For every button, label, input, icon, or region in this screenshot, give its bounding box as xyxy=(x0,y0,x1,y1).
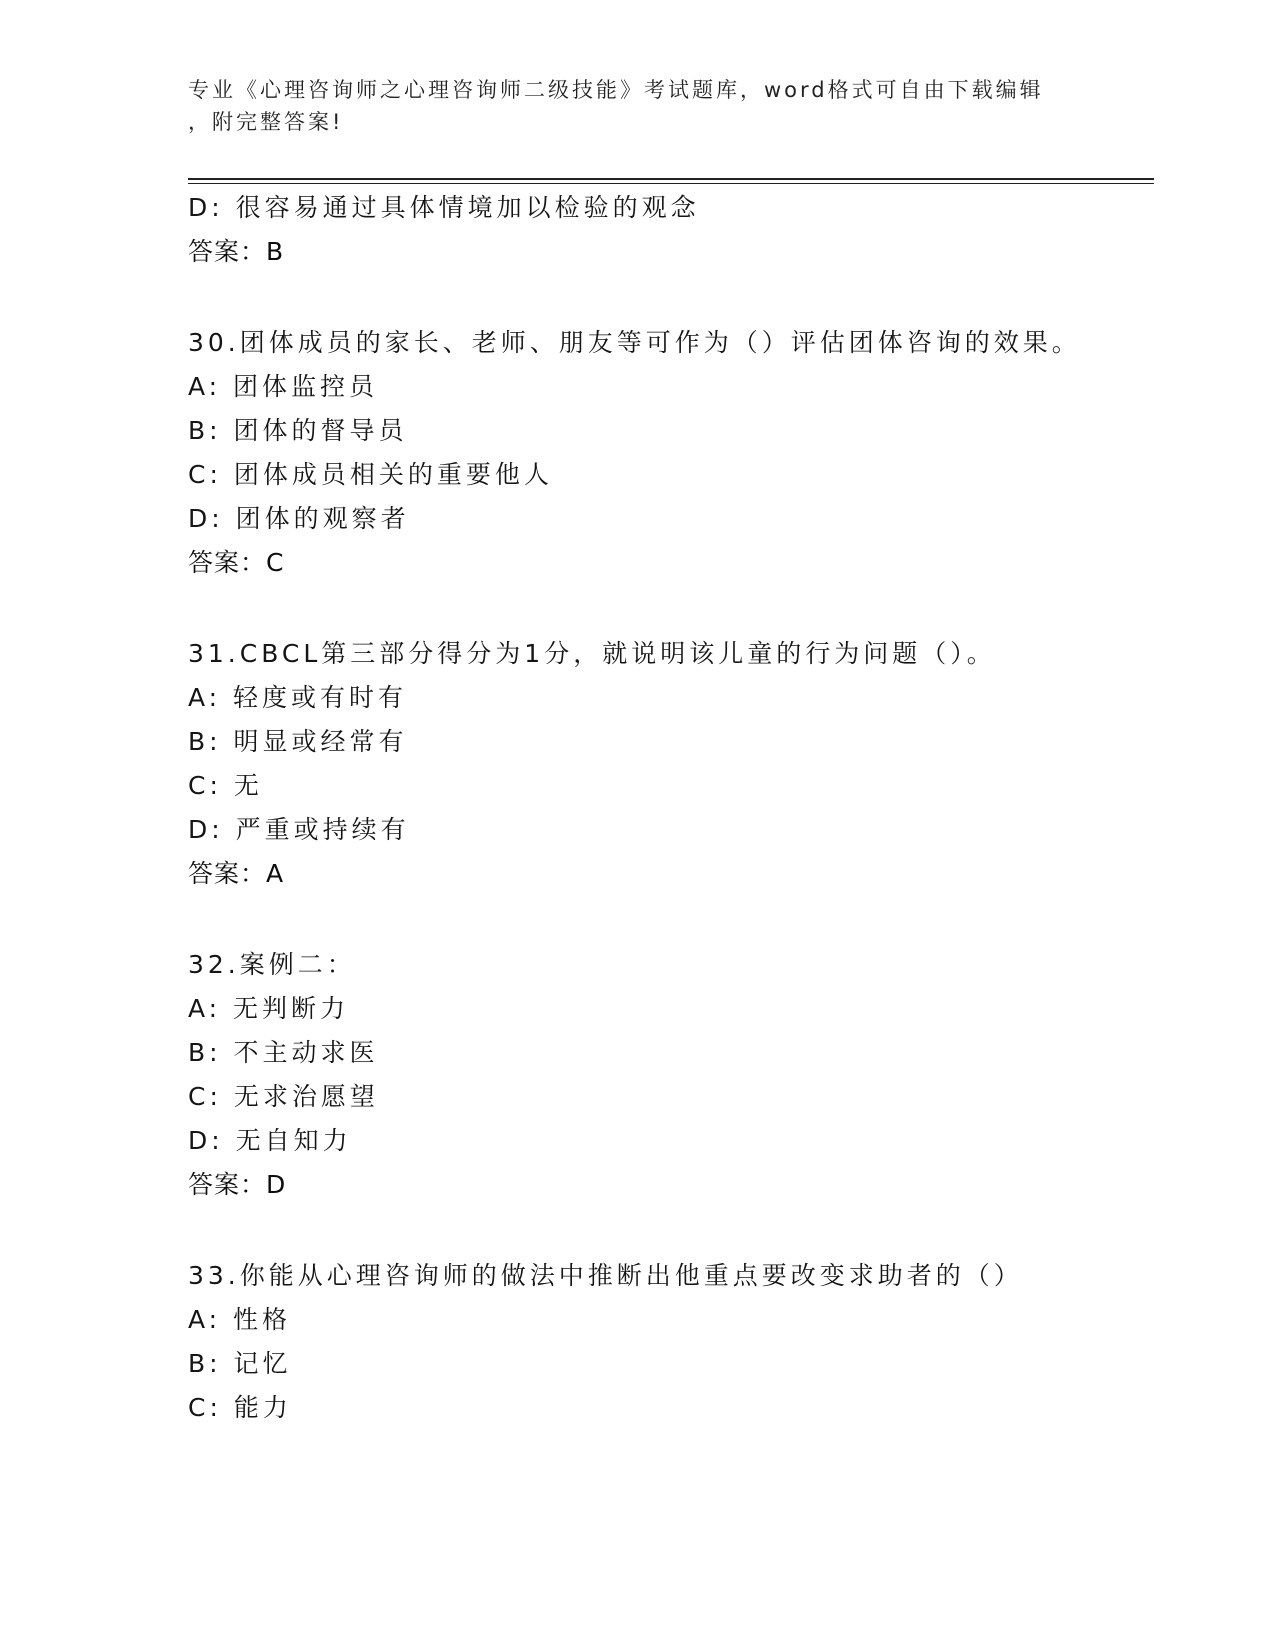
q30-option-b: B: 团体的督导员 xyxy=(188,416,408,445)
document-header xyxy=(188,74,1068,138)
q31-option-d: D: 严重或持续有 xyxy=(188,815,410,844)
q30-stem: 30.团体成员的家长、老师、朋友等可作为（）评估团体咨询的效果。 xyxy=(188,328,1081,357)
q31-answer: 答案：A xyxy=(188,859,285,888)
q29-option-d: D: 很容易通过具体情境加以检验的观念 xyxy=(188,193,700,222)
q31-option-a: A: 轻度或有时有 xyxy=(188,683,408,712)
header-line-2: ，附完整答案! xyxy=(188,110,344,134)
header-divider-thin xyxy=(188,183,1154,184)
q30-option-a: A: 团体监控员 xyxy=(188,372,379,401)
q31-option-b: B: 明显或经常有 xyxy=(188,727,408,756)
q30-option-d: D: 团体的观察者 xyxy=(188,504,410,533)
q33-stem: 33.你能从心理咨询师的做法中推断出他重点要改变求助者的（） xyxy=(188,1261,1023,1290)
q31-option-c: C: 无 xyxy=(188,771,263,800)
q32-option-b: B: 不主动求医 xyxy=(188,1038,379,1067)
q32-option-c: C: 无求治愿望 xyxy=(188,1082,379,1111)
q30-answer: 答案：C xyxy=(188,548,285,577)
q32-option-a: A: 无判断力 xyxy=(188,994,350,1023)
header-divider-thick xyxy=(188,178,1154,180)
q29-answer: 答案：B xyxy=(188,237,285,266)
q32-stem: 32.案例二： xyxy=(188,950,356,979)
q30-option-c: C: 团体成员相关的重要他人 xyxy=(188,460,553,489)
q31-stem: 31.CBCL第三部分得分为1分，就说明该儿童的行为问题（）。 xyxy=(188,639,996,668)
q32-option-d: D: 无自知力 xyxy=(188,1126,352,1155)
q32-answer: 答案：D xyxy=(188,1170,287,1199)
header-line-1: 专业《心理咨询师之心理咨询师二级技能》考试题库，word格式可自由下载编辑 xyxy=(188,78,1044,102)
q33-option-b: B: 记忆 xyxy=(188,1349,292,1378)
q33-option-a: A: 性格 xyxy=(188,1305,292,1334)
q33-option-c: C: 能力 xyxy=(188,1393,292,1422)
